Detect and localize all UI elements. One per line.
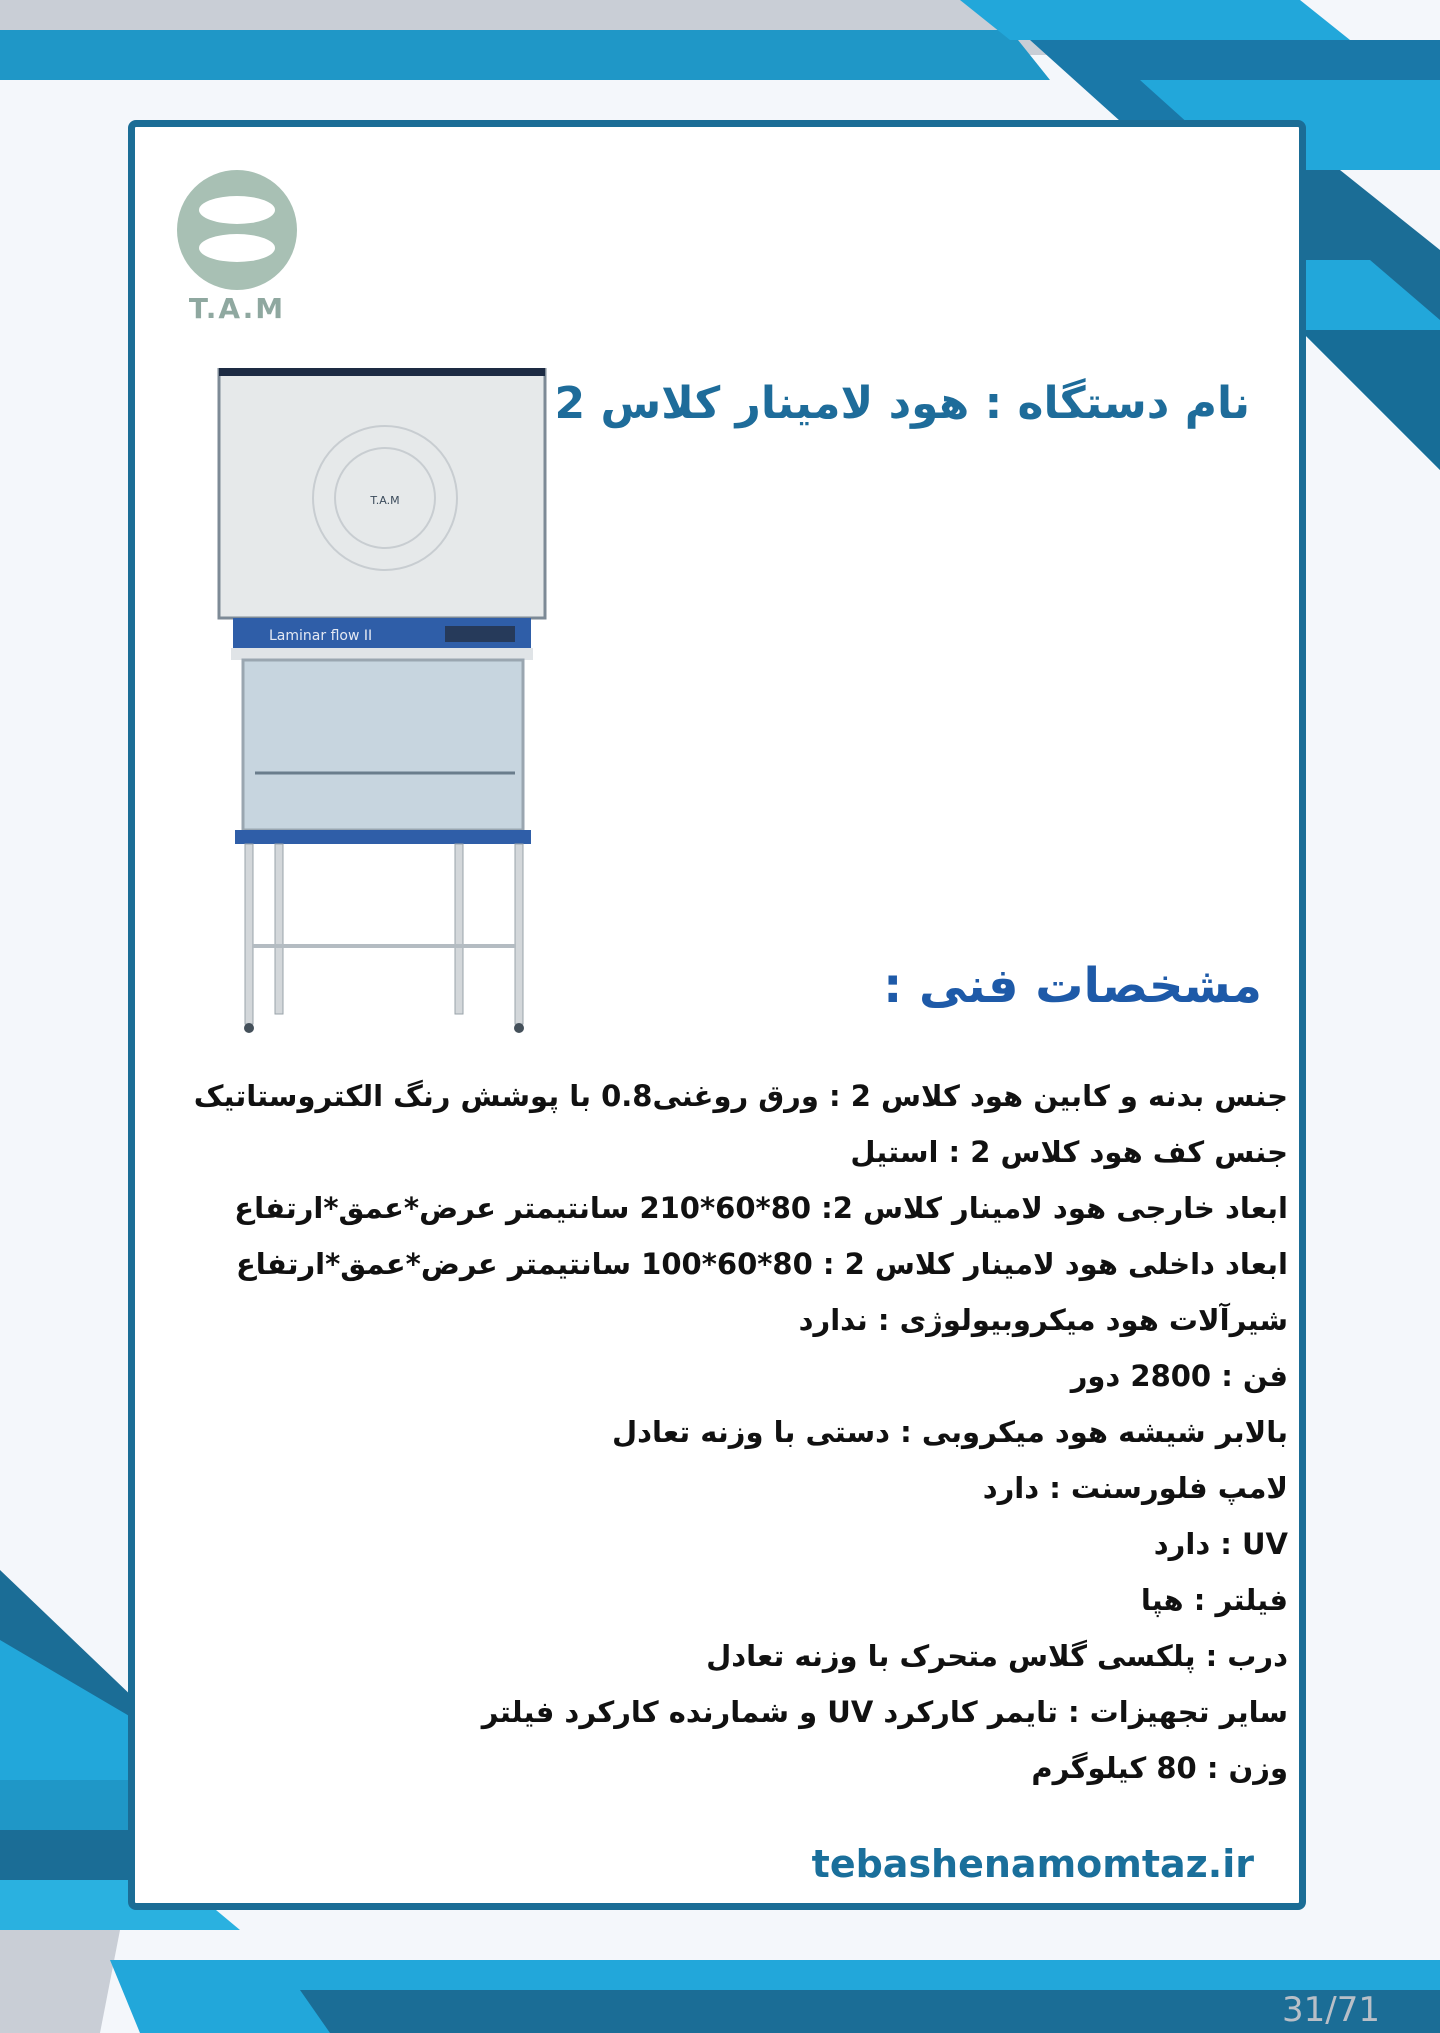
spec-item: سایر تجهیزات : تایمر کارکرد UV و شمارنده کارکرد فیلتر bbox=[481, 1695, 1288, 1729]
specs-list bbox=[138, 1068, 1288, 1796]
panel-text: Laminar flow II bbox=[269, 628, 373, 644]
logo-text: T.A.M bbox=[188, 292, 286, 325]
spec-item: ابعاد خارجی هود لامینار کلاس 2: 80*60*210 سانتیمتر عرض*عمق*ارتفاع bbox=[234, 1191, 1288, 1225]
spec-item: جنس بدنه و کابین هود کلاس 2 : ورق روغنی0.8 با پوشش رنگ الکتروستاتیک bbox=[193, 1079, 1288, 1113]
spec-item: فیلتر : هپا bbox=[1140, 1583, 1288, 1617]
spec-item: UV : دارد bbox=[1153, 1527, 1288, 1561]
badge-text: T.A.M bbox=[370, 494, 400, 507]
spec-item: درب : پلکسی گلاس متحرک با وزنه تعادل bbox=[706, 1639, 1288, 1673]
spec-item: بالابر شیشه هود میکروبی : دستی با وزنه تعادل bbox=[612, 1415, 1288, 1449]
spec-item: لامپ فلورسنت : دارد bbox=[982, 1471, 1288, 1505]
page-indicator: 31/71 bbox=[1282, 1990, 1380, 2030]
specs-heading: مشخصات فنی : bbox=[883, 958, 1262, 1014]
website-link[interactable]: tebashenamomtaz.ir bbox=[811, 1842, 1254, 1886]
device-name-title: نام دستگاه : هود لامینار کلاس 2 bbox=[554, 378, 1250, 429]
spec-item: جنس کف هود کلاس 2 : استیل bbox=[850, 1135, 1288, 1169]
spec-item: شیرآلات هود میکروبیولوژی : ندارد bbox=[798, 1303, 1288, 1337]
spec-item: ابعاد داخلی هود لامینار کلاس 2 : 80*60*100 سانتیمتر عرض*عمق*ارتفاع bbox=[236, 1247, 1288, 1281]
laminar-hood-image bbox=[215, 368, 555, 1033]
spec-item: وزن : 80 کیلوگرم bbox=[1031, 1751, 1288, 1785]
spec-item: فن : 2800 دور bbox=[1070, 1359, 1288, 1393]
